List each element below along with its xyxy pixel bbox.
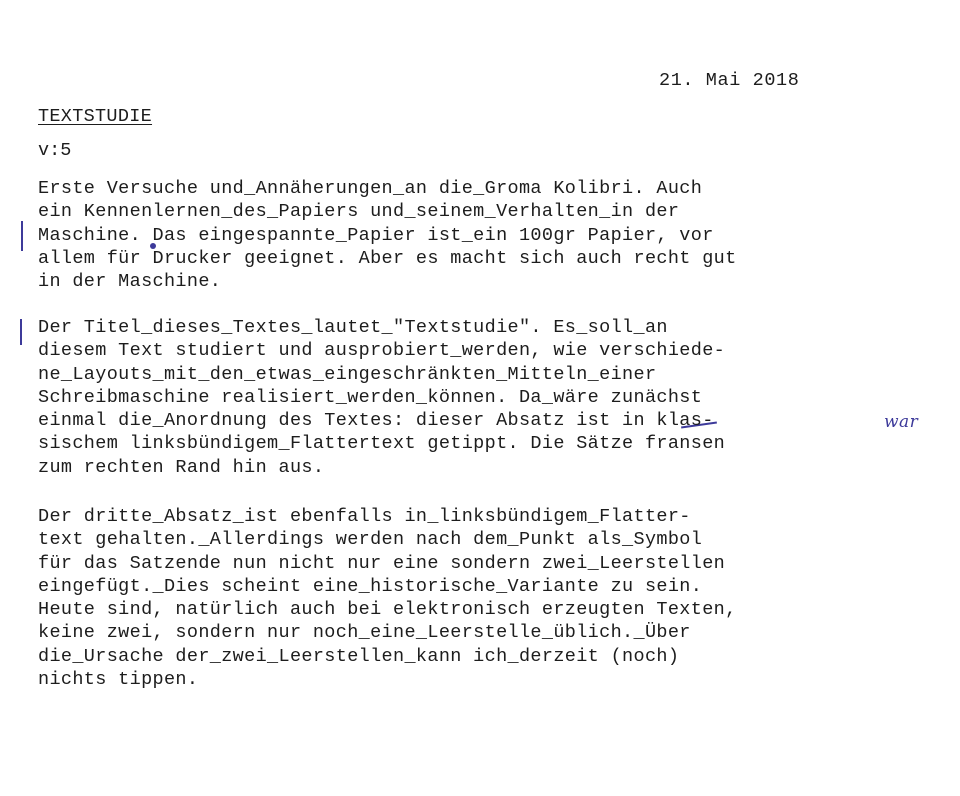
document-version: v:5 — [38, 140, 72, 161]
text-line: Erste Versuche und_Annäherungen_an die_Groma Kolibri. Auch — [38, 178, 703, 199]
text-line: text gehalten._Allerdings werden nach dem_Punkt als_Symbol — [38, 529, 703, 551]
text-line: Heute sind, natürlich auch bei elektronisch erzeugten Texten, — [38, 599, 737, 621]
paragraph-3 — [38, 505, 878, 691]
text-line: zum rechten Rand hin aus. — [38, 456, 325, 478]
text-line: einmal die_Anordnung des Textes: dieser Absatz ist in klas- — [38, 410, 714, 432]
text-line: Maschine. Das eingespannte_Papier ist_ein 100gr Papier, vor — [38, 224, 714, 246]
paragraph-1 — [38, 177, 878, 293]
text-line: eingefügt._Dies scheint eine_historische_Variante zu sein. — [38, 575, 703, 597]
text-line: sischem linksbündigem_Flattertext getippt. Die Sätze fransen — [38, 433, 726, 455]
text-line: allem für Drucker geeignet. Aber es macht sich auch recht gut — [38, 247, 737, 269]
margin-correction-mark — [21, 221, 23, 251]
text-line: diesem Text studiert und ausprobiert_werden, wie verschiede- — [38, 340, 726, 362]
document-date: 21. Mai 2018 — [659, 70, 800, 91]
text-line: Der dritte_Absatz_ist ebenfalls in_linksbündigem_Flatter- — [38, 506, 691, 527]
text-line: Schreibmaschine realisiert_werden_können. Da_wäre zunächst — [38, 386, 703, 408]
text-line: Der Titel_dieses_Textes_lautet_"Textstudie". Es_soll_an — [38, 317, 668, 338]
text-line: in der Maschine. — [38, 271, 222, 293]
text-line: die_Ursache der_zwei_Leerstellen_kann ich_derzeit (noch) — [38, 645, 680, 667]
handwritten-margin-note: war — [884, 412, 919, 432]
text-line: nichts tippen. — [38, 669, 199, 691]
document-title: TEXTSTUDIE — [38, 106, 153, 127]
text-line: ne_Layouts_mit_den_etwas_eingeschränkten_Mitteln_einer — [38, 363, 657, 385]
margin-correction-mark — [20, 319, 22, 345]
text-line: für das Satzende nun nicht nur eine sondern zwei_Leerstellen — [38, 552, 726, 574]
text-line: keine zwei, sondern nur noch_eine_Leerstelle_üblich._Über — [38, 622, 691, 644]
text-line: ein Kennenlernen_des_Papiers und_seinem_Verhalten_in der — [38, 201, 680, 223]
paragraph-2 — [38, 316, 878, 479]
